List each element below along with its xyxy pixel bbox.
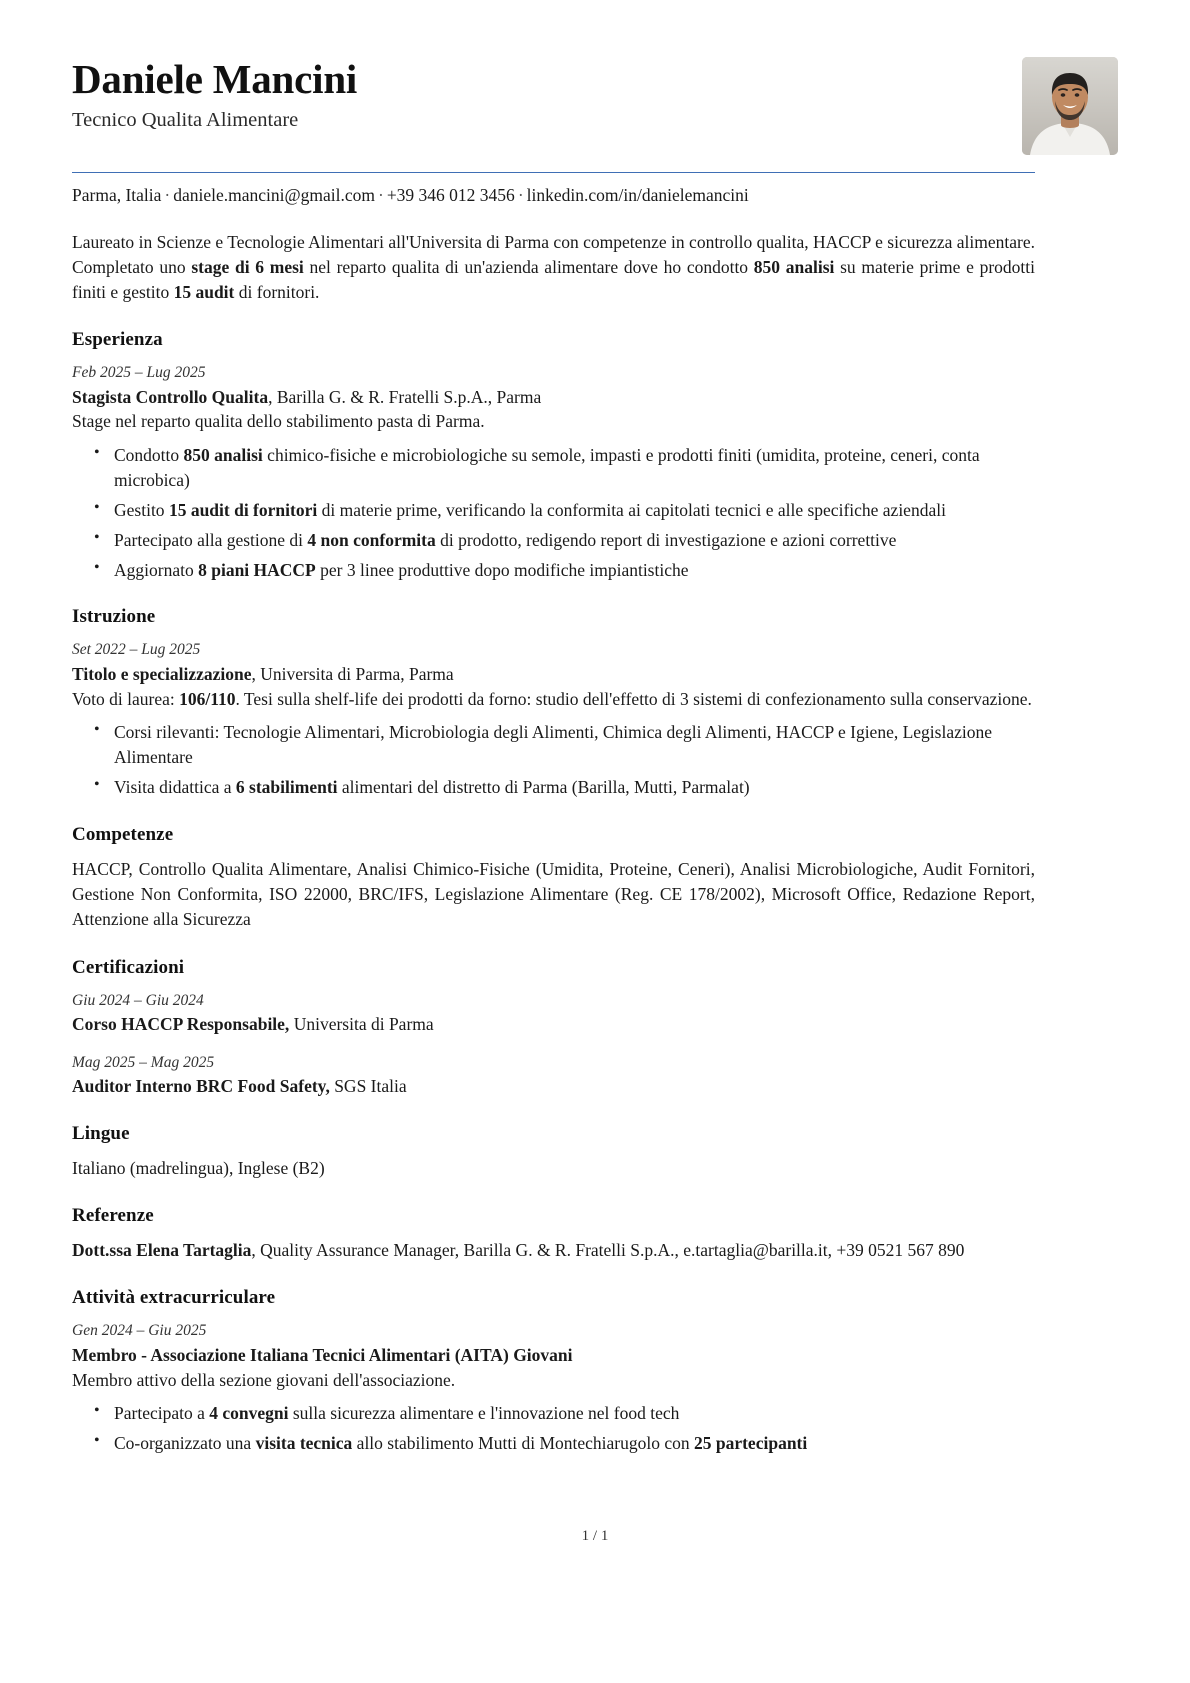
avatar: [1022, 57, 1118, 155]
desc-highlight: 106/110: [179, 688, 236, 709]
certification-entry: [72, 990, 1035, 1037]
bullet-text-pre: Condotto: [114, 445, 184, 466]
entry-date: Feb 2025 – Lug 2025: [72, 364, 206, 382]
bullet-highlight: 15 audit di fornitori: [168, 499, 318, 520]
skills-text: HACCP, Controllo Qualita Alimentare, Analisi Chimico-Fisiche (Umidita, Proteine, Ceneri), Analisi Microbiologiche, Audit Fornitori, Gestione Non Conformita, ISO 22000, BRC/IFS, Legislazione Alimentare (Reg. CE 178/2002), Microsoft Office, Redazione Report, Attenzione alla Sicurezza: [72, 859, 1035, 930]
entry-heading: [72, 1343, 1035, 1368]
bullet-highlight: visita tecnica: [255, 1433, 353, 1454]
entry-heading: [72, 1074, 1035, 1099]
bullet-text-post: per 3 linee produttive dopo modifiche impiantistiche: [315, 559, 689, 580]
entry-date: Gen 2024 – Giu 2025: [72, 1322, 207, 1340]
entry-organization: SGS Italia: [329, 1076, 407, 1097]
desc-text-pre: Voto di laurea:: [72, 688, 180, 709]
bullet-highlight: 4 convegni: [209, 1403, 289, 1424]
entry-role: Stagista Controllo Qualita: [72, 386, 269, 407]
section-heading-attivita: Attività extracurriculare: [72, 1287, 276, 1309]
bullet-text-pre: Gestito: [114, 499, 169, 520]
job-title-subtitle: Tecnico Qualita Alimentare: [72, 108, 299, 131]
entry-date: Giu 2024 – Giu 2024: [72, 991, 204, 1009]
entry-role: Membro - Associazione Italiana Tecnici Alimentari (AITA) Giovani: [72, 1345, 573, 1365]
bullet-text-post: allo stabilimento Mutti di Montechiarugolo con: [352, 1433, 694, 1454]
bullet-highlight-2: 25 partecipanti: [693, 1433, 808, 1454]
section-heading-esperienza: Esperienza: [72, 329, 163, 351]
entry-bullet-list: [72, 443, 1035, 582]
entry-date: Mag 2025 – Mag 2025: [72, 1053, 215, 1071]
bullet-highlight: 4 non conformita: [307, 529, 436, 550]
entry-heading: [72, 385, 1035, 410]
entry-role: Corso HACCP Responsabile,: [72, 1014, 290, 1035]
entry-bullet-list: [72, 1401, 1035, 1456]
list-item: [102, 498, 1035, 523]
reference-detail: , Quality Assurance Manager, Barilla G. & R. Fratelli S.p.A., e.tartaglia@barilla.it, +39 0521 567 890: [251, 1240, 965, 1261]
reference-entry: [72, 1238, 1035, 1263]
summary-text-1: Laureato in Scienze e Tecnologie Alimentari all'Universita di Parma con competenze in controllo qualita, HACCP e sicurezza alimentare. Completato uno: [72, 231, 1035, 277]
list-item: [102, 443, 1035, 493]
bullet-text-post: sulla sicurezza alimentare e l'innovazione nel food tech: [288, 1403, 680, 1424]
entry-organization: , Barilla G. & R. Fratelli S.p.A., Parma: [268, 386, 542, 407]
languages-text: Italiano (madrelingua), Inglese (B2): [72, 1157, 325, 1178]
section-certificazioni: [72, 957, 1035, 1099]
bullet-text-pre: Co-organizzato una: [114, 1433, 256, 1454]
section-lingue: [72, 1123, 1035, 1181]
contact-separator-icon: ·: [517, 185, 524, 205]
contact-phone[interactable]: +39 346 012 3456: [386, 185, 515, 205]
bullet-text-pre: Visita didattica a: [114, 777, 236, 798]
bullet-highlight: 6 stabilimenti: [235, 777, 338, 798]
summary-highlight-3: 15 audit: [173, 282, 235, 302]
summary-highlight-1: stage di 6 mesi: [191, 256, 304, 277]
summary-text-2: nel reparto qualita di un'azienda alimentare dove ho condotto: [303, 256, 754, 277]
page-title: Daniele Mancini: [72, 56, 358, 102]
bullet-highlight: 850 analisi: [183, 445, 263, 466]
entry-organization: Universita di Parma: [289, 1014, 434, 1035]
list-item: [102, 558, 1035, 583]
entry-bullet-list: [72, 720, 1035, 800]
education-entry: [72, 639, 1035, 800]
profile-summary: [72, 230, 1035, 306]
list-item: [102, 775, 1035, 800]
section-istruzione: [72, 606, 1035, 800]
section-heading-competenze: Competenze: [72, 824, 174, 845]
section-heading-istruzione: Istruzione: [72, 606, 156, 628]
page-number-footer: 1 / 1: [581, 1528, 609, 1544]
section-esperienza: [72, 329, 1035, 582]
entry-heading: [72, 1012, 1035, 1037]
bullet-text-pre: Partecipato a: [114, 1403, 210, 1424]
portrait-photo-icon: [1022, 57, 1118, 155]
section-attivita-extracurriculare: [72, 1287, 1035, 1456]
experience-entry: [72, 362, 1035, 582]
certification-entry: [72, 1052, 1035, 1099]
list-item: [102, 528, 1035, 553]
section-heading-certificazioni: Certificazioni: [72, 956, 185, 978]
bullet-text-pre: Partecipato alla gestione di: [114, 529, 308, 550]
list-item: [102, 1401, 1035, 1426]
header-divider: [72, 172, 1035, 173]
bullet-text-pre: Corsi rilevanti: Tecnologie Alimentari, Microbiologia degli Alimenti, Chimica degli Alimenti, HACCP e Igiene, Legislazione Alimentare: [114, 722, 992, 768]
entry-description: Membro attivo della sezione giovani dell'associazione.: [72, 1369, 456, 1390]
entry-description: [72, 687, 1035, 712]
entry-heading: [72, 662, 1035, 687]
entry-role: Titolo e specializzazione: [72, 664, 252, 685]
bullet-text-post: di prodotto, redigendo report di investigazione e azioni correttive: [435, 529, 897, 550]
entry-date: Set 2022 – Lug 2025: [72, 641, 201, 659]
summary-text-4: di fornitori.: [234, 282, 320, 302]
section-heading-referenze: Referenze: [72, 1205, 154, 1227]
entry-role: Auditor Interno BRC Food Safety,: [72, 1076, 330, 1097]
section-referenze: [72, 1205, 1035, 1263]
entry-description: Stage nel reparto qualita dello stabilimento pasta di Parma.: [72, 411, 485, 432]
section-competenze: [72, 824, 1035, 933]
summary-highlight-2: 850 analisi: [753, 256, 835, 277]
contact-email[interactable]: daniele.mancini@gmail.com: [173, 185, 375, 205]
contact-location: Parma, Italia: [72, 185, 162, 205]
list-item: [102, 1431, 1035, 1456]
resume-header: [72, 57, 1035, 157]
contact-linkedin[interactable]: linkedin.com/in/danielemancini: [526, 185, 749, 205]
contact-separator-icon: ·: [164, 185, 171, 205]
bullet-text-post: chimico-fisiche e microbiologiche su semole, impasti e prodotti finiti (umidita, proteine, ceneri, conta microbica): [114, 445, 980, 491]
bullet-text-post: di materie prime, verificando la conformita ai capitolati tecnici e alle specifiche aziendali: [317, 499, 946, 520]
section-heading-lingue: Lingue: [72, 1122, 130, 1144]
activity-entry: [72, 1320, 1035, 1456]
bullet-text-pre: Aggiornato: [114, 559, 199, 580]
contact-line: [72, 184, 1035, 208]
desc-text-post: . Tesi sulla shelf-life dei prodotti da forno: studio dell'effetto di 3 sistemi di confezionamento sulla conservazione.: [235, 688, 1032, 709]
contact-separator-icon: ·: [377, 185, 384, 205]
bullet-text-post: alimentari del distretto di Parma (Barilla, Mutti, Parmalat): [337, 777, 750, 798]
bullet-highlight: 8 piani HACCP: [198, 559, 316, 580]
summary-text-3: su materie prime e prodotti finiti e gestito: [72, 256, 1035, 302]
entry-organization: , Universita di Parma, Parma: [251, 664, 454, 685]
reference-name: Dott.ssa Elena Tartaglia: [72, 1240, 252, 1261]
list-item: [102, 720, 1035, 770]
